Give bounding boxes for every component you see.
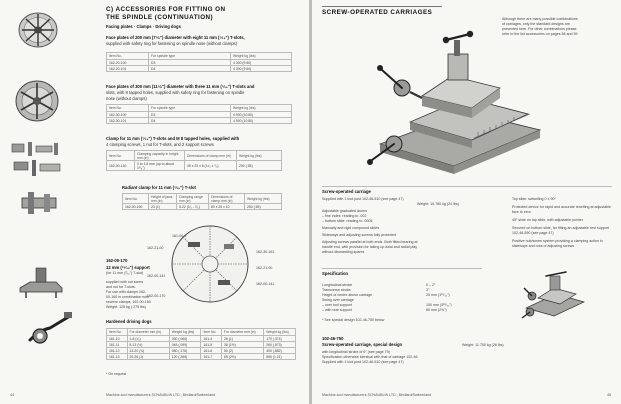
dial-label: 162-21-00 [256, 266, 273, 270]
fp300-title2: slots, with 8 tapped holes, supplied with safety ring for fastening on spindle [106, 90, 245, 95]
table-row: 161-13 20-26 (1) 120 (.265) 161-7 65 (2½) 550 (1.21) [107, 354, 296, 360]
table-row: 162-30-101 D4 4.900 (10.80) [107, 118, 292, 124]
table-header: For spindle type [149, 53, 231, 60]
spec-value: 100 mm (3¹⁵⁄₁₆") [426, 303, 452, 307]
right-heading: SCREW-OPERATED CARRIAGES [322, 9, 433, 16]
table-header: Item No. [107, 151, 135, 161]
support-desc: Weight: 125 kg (.275 lbs) [106, 305, 146, 309]
special-code: 102-46-750 [322, 336, 344, 341]
dial-label: 161-00-9 [172, 234, 187, 238]
feature-right: 102-46-590 (see page 47) [512, 231, 554, 235]
carriage-photo [362, 26, 548, 176]
table-header: For diameter mm (in) [222, 329, 264, 336]
feature-right: 45° slide on top slide, with adjustable pointer [512, 218, 583, 222]
special-weight: Weight: 11.750 kg (26 lbs) [462, 343, 504, 347]
table-row: 161-11 8-13 (½) 045 (.099) 161-5 38 (1½) 260 (.573) [107, 342, 296, 348]
spec-label: Height of centre above carriage [322, 293, 373, 297]
feature-left: without dismantling spares [322, 250, 365, 254]
dial-label: 162-00-170 [147, 294, 166, 298]
table-header: Height of jaws mm (in) [149, 194, 177, 204]
clamp-subtitle: 4 clamping screws, 1 nut for T-slots, and 2 support screws [106, 142, 214, 147]
feature-left: Adjustable graduated drums [322, 209, 367, 213]
dial-label: 162-00-141 [256, 282, 275, 286]
dogs-note: * On request [106, 372, 127, 376]
intro-line: refer to the list accessories on pages 58 and 59 [502, 32, 578, 36]
fp200-subtitle: supplied with safety ring for fastening on spindle nose (without clamps) [106, 41, 238, 46]
support-desc: 00-160 in combination with [106, 295, 149, 299]
clamp-parts-photo [10, 140, 70, 180]
special-title: Screw-operated carriage, special design [322, 342, 403, 347]
heading-line1: ACCESSORIES FOR FITTING ON [115, 6, 226, 13]
support-title: 12 mm (¹⁵⁄₃₂") support [106, 265, 150, 270]
carriage-title: Screw-operated carriage [322, 189, 371, 194]
feature-left: – fine index: reading to .002 [322, 214, 367, 218]
radial-table [122, 193, 282, 210]
feature-right: face to zero [512, 210, 531, 214]
table-header: Item No. [107, 105, 149, 112]
table-header: Weight kg (lbs) [237, 151, 282, 161]
intro-line: of carriages, only the standard designs are [502, 22, 570, 26]
right-page [312, 0, 621, 404]
spec-value: 3" [426, 288, 430, 292]
table-header: Clamping range mm (in) [177, 194, 209, 204]
page-number: 44 [10, 393, 14, 397]
spec-label: – over tool support [322, 303, 352, 307]
table-header: Dimensions of clamp mm (in) [209, 194, 245, 204]
table-row: 162-20-100 D3 4.300 (9.50) [107, 60, 292, 66]
subheading: Facing plates · Clamps · Driving dogs [106, 24, 181, 29]
section-label: C) [106, 6, 114, 13]
feature-left: – bottom slide: reading to .0005 [322, 219, 373, 223]
table-row: 161-12 13-20 (¾) 080 (.176) 161-6 50 (2) 400 (.882) [107, 348, 296, 354]
table-header: Weight kg (lbs) [264, 329, 296, 336]
left-page [0, 0, 309, 404]
spec-value: 25 mm (1¹⁵⁄₁₆") [426, 293, 450, 297]
clamp-title: Clamp for 11 mm (⁷⁄₁₆") T-slots and M 8 tapped holes, supplied with [106, 136, 240, 141]
feature-left: Manually and rigid compound slides [322, 226, 380, 230]
table-header: Item No. [107, 329, 128, 336]
fp200-table [106, 52, 292, 72]
spec-note: * See special design 102-46-750 below [322, 318, 385, 322]
spec-label: – with rear support [322, 308, 352, 312]
dogs-title: Hardened driving dogs [106, 319, 152, 324]
dial-label: 162-21-00 [147, 246, 164, 250]
support-desc: and nut for T-slots. [106, 285, 136, 289]
fp300-title: Face plates of 300 mm (11⁷⁄₈") diameter with three 11 mm (⁷⁄₁₆") T-slots and [106, 84, 255, 89]
radial-title: Radiant clamp for 11 mm (⁷⁄₁₆") T-slot [122, 185, 196, 190]
spec-label: Longitudinal stroke [322, 283, 353, 287]
fp300-table [106, 104, 292, 124]
feature-right: Secured on bottom slide, for fitting an adjustable rest support [512, 226, 609, 230]
table-header: Weight kg (lbs) [231, 105, 292, 112]
table-header: Weight kg (lbs) [231, 53, 292, 60]
table-header: Clamping capacity in height mm (in) [135, 151, 185, 161]
support-photo [16, 262, 66, 300]
intro-line: Although there are many possible combinations [502, 17, 578, 21]
spec-label: Transverse stroke [322, 288, 351, 292]
spec-value: 0 – 2" [426, 283, 436, 287]
dogs-table [106, 328, 296, 360]
spec-value: 60 mm (2⅜") [426, 308, 447, 312]
faceplate-300-photo [12, 78, 62, 124]
table-header: Item No. [123, 194, 149, 204]
carriage-weight: Weight: 10.780 kg (24 lbs) [417, 202, 459, 206]
table-row: 161-10 1-8 (³⁄₈) 030 (.066) 161-4 26 (1) 170 (.374) [107, 336, 296, 342]
fp300-subtitle: nose (without clamps) [106, 96, 147, 101]
radial-clamp-photo [18, 188, 62, 218]
heading-line2: THE SPINDLE (CONTINUATION) [106, 14, 214, 21]
driving-dog-photo [26, 310, 76, 348]
dial-label: 162-00-141 [147, 274, 166, 278]
special-line: with longitudinal stroke of 6" (see page 79) [322, 350, 390, 354]
feature-right: Top slide: swivelling 0 ± 90° [512, 197, 556, 201]
page-footer: Machine-tool manufacturers SCHAUBLIN LTD., Bévilard/Switzerland [106, 393, 216, 397]
table-header: Item No. [201, 329, 222, 336]
spec-title: Specification [322, 271, 349, 276]
table-header: Weight kg (lbs) [245, 194, 282, 204]
dial-label: 162-30-161 [256, 250, 275, 254]
support-desc: supplied with nut screw [106, 280, 144, 284]
table-row: 162-00-140 0 to 1.8 mm (up to about 1⁵⁄₈") 45 x 20 x 6 (1³⁄₄ x ⁷⁄₈) 250 (.55) [107, 161, 282, 171]
spec-label: Swing over carriage [322, 298, 354, 302]
feature-right: Positive hub/screw system providing a clamping action in [512, 239, 603, 243]
page-number: 45 [607, 393, 611, 397]
faceplate-200-photo [14, 10, 60, 50]
table-header: Dimensions of clamp mm (in) [185, 151, 237, 161]
support-desc: reserve clamps, 162-00-160 [106, 300, 151, 304]
feature-left: Slideways and adjusting screws fully protected [322, 233, 397, 237]
special-line: Specification otherwise identical with that of carriage 102-46 [322, 355, 418, 359]
special-line: Supplied with 1 tool post 102-46-510 (see page 47) [322, 360, 404, 364]
page-footer: Machine-tool manufacturers SCHAUBLIN LTD., Bévilard/Switzerland [322, 393, 432, 397]
table-header: Weight kg (lbs) [169, 329, 201, 336]
special-carriage-photo [520, 268, 590, 322]
table-row: 162-20-101 D4 4.300 (9.50) [107, 66, 292, 72]
table-header: For diameter mm (in) [127, 329, 169, 336]
support-subtitle: (for 11 mm (⁷⁄₁₆") T-slot) [106, 271, 144, 275]
feature-right: slideways and runs of adjusting screws [512, 244, 575, 248]
table-row: 162-30-100 D3 4.900 (10.80) [107, 112, 292, 118]
table-header: For spindle type [149, 105, 231, 112]
support-desc: For use with clamps 162- [106, 290, 147, 294]
feature-left: Adjusting screws parallel at both ends. Both fitted bearing at [322, 240, 418, 244]
fp200-title: Face plates of 200 mm (7⁷⁄₈") diameter with eight 11 mm (⁷⁄₁₆") T-slots, [106, 35, 245, 40]
intro-line: presented here. For other combinations please [502, 27, 577, 31]
carriage-line1: Supplied with 1 tool post 102-46-510 (see page 47) [322, 197, 404, 201]
feature-left: handle end, with provision for taking up axial and radial play [322, 245, 418, 249]
table-header: Item No. [107, 53, 149, 60]
table-row: 162-00-160 23 (1) 5-22 (1⁄₄ - 7⁄₈) 80 x 25 x 10 250 (.55) [123, 204, 282, 210]
feature-right: Protected device for rapid and accurate resetting at adjustable [512, 205, 611, 209]
clamp-table [106, 150, 282, 171]
support-code: 162-00-170 [106, 258, 128, 263]
